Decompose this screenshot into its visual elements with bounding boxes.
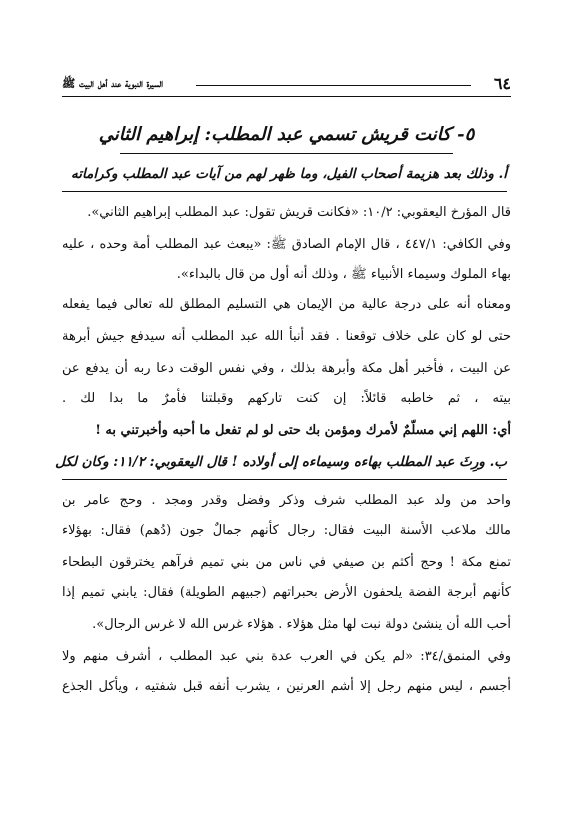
subheading-b bbox=[55, 454, 507, 480]
running-header bbox=[62, 74, 511, 98]
paragraph-a-line: بيته ، ثم خاطبه قائلاً: إن كنت تاركهم وقبلتنا فأمرٌ ما بدا لك . bbox=[62, 391, 511, 406]
subheading-a-text: أ. وذلك بعد هزيمة أصحاب الفيل، وما ظهر لهم من آيات عبد المطلب وكراماته bbox=[70, 166, 507, 182]
header-underline bbox=[62, 96, 511, 97]
paragraph-a-line: قال المؤرخ اليعقوبي: ١٠/٢: «فكانت قريش تقول: عبد المطلب إبراهيم الثاني». bbox=[87, 205, 511, 220]
paragraph-b-line: أجسم ، ليس منهم رجل إلا أشم العرنين ، يشرب أنفه قبل شفتيه ، ويأكل الجذع bbox=[62, 679, 511, 694]
page-number: ٦٤ bbox=[493, 74, 511, 93]
paragraph-a-line: وفي الكافي: ٤٤٧/١ ، قال الإمام الصادق ﷺ: «يبعث عبد المطلب أمة وحده ، عليه bbox=[62, 237, 511, 252]
paragraph-a-line: عن البيت ، فأخبر أهل مكة وأبرهة بذلك ، وفي نفس الوقت دعا ربه أن يدفع عن bbox=[62, 361, 511, 376]
paragraph-a-line: ومعناه أنه على درجة عالية من الإيمان هي التسليم المطلق لله تعالى فيما يفعله bbox=[62, 297, 511, 312]
paragraph-b-line: أحب الله أن ينشئ دولة نبت لها مثل هؤلاء . هؤلاء غرس الله لا غرس الرجال». bbox=[92, 617, 511, 632]
section-heading-text: ٥- كانت قريش تسمي عبد المطلب: إبراهيم الثاني bbox=[98, 124, 475, 145]
paragraph-b-line: واحد من ولد عبد المطلب شرف وذكر وفضل وقدر ومجد . وحج عامر بن bbox=[62, 493, 511, 508]
section-heading bbox=[60, 124, 513, 154]
header-rule bbox=[196, 85, 471, 86]
subheading-b-underline bbox=[62, 479, 507, 480]
paragraph-b-line: كأنهم أبرجة الفضة يلحفون الأرض بحبراتهم (جبيهم الطويلة) فقال: يابني تميم إذا bbox=[62, 585, 511, 600]
subheading-a-underline bbox=[62, 191, 507, 192]
paragraph-a-line: حتى لو كان على خلاف توقعنا . فقد أنبأ الله عبد المطلب أنه سيدفع جيش أبرهة bbox=[62, 329, 511, 344]
section-heading-underline bbox=[120, 153, 453, 154]
paragraph-b-line: مالك ملاعب الأسنة البيت فقال: رجال كأنهم جمالٌ جون (دُهم) فقال: بهؤلاء bbox=[62, 523, 511, 538]
subheading-b-text: ب. ورِثَ عبد المطلب بهاءه وسيماءه إلى أولاده ! قال اليعقوبي: ١١/٢: وكان لكل bbox=[55, 454, 507, 470]
paragraph-a-line: بهاء الملوك وسيماء الأنبياء ﷺ ، وذلك أنه أول من قال بالبداء». bbox=[176, 267, 511, 282]
book-title: السيرة النبوية عند أهل البيت ﷺ bbox=[62, 77, 164, 90]
subheading-a bbox=[62, 166, 507, 192]
paragraph-a-line: أي: اللهم إني مسلّمٌ لأمرك ومؤمن بك حتى لو لم تفعل ما أحبه وأخبرتني به ! bbox=[95, 423, 511, 438]
paragraph-b-line: وفي المنمق/٣٤: «لم يكن في العرب عدة بني عبد المطلب ، أشرف منهم ولا bbox=[62, 649, 511, 664]
paragraph-b-line: تمنع مكة ! وحج أكثم بن صيفي في ناس من بني تميم فرآهم يخترقون البطحاء bbox=[62, 555, 511, 570]
